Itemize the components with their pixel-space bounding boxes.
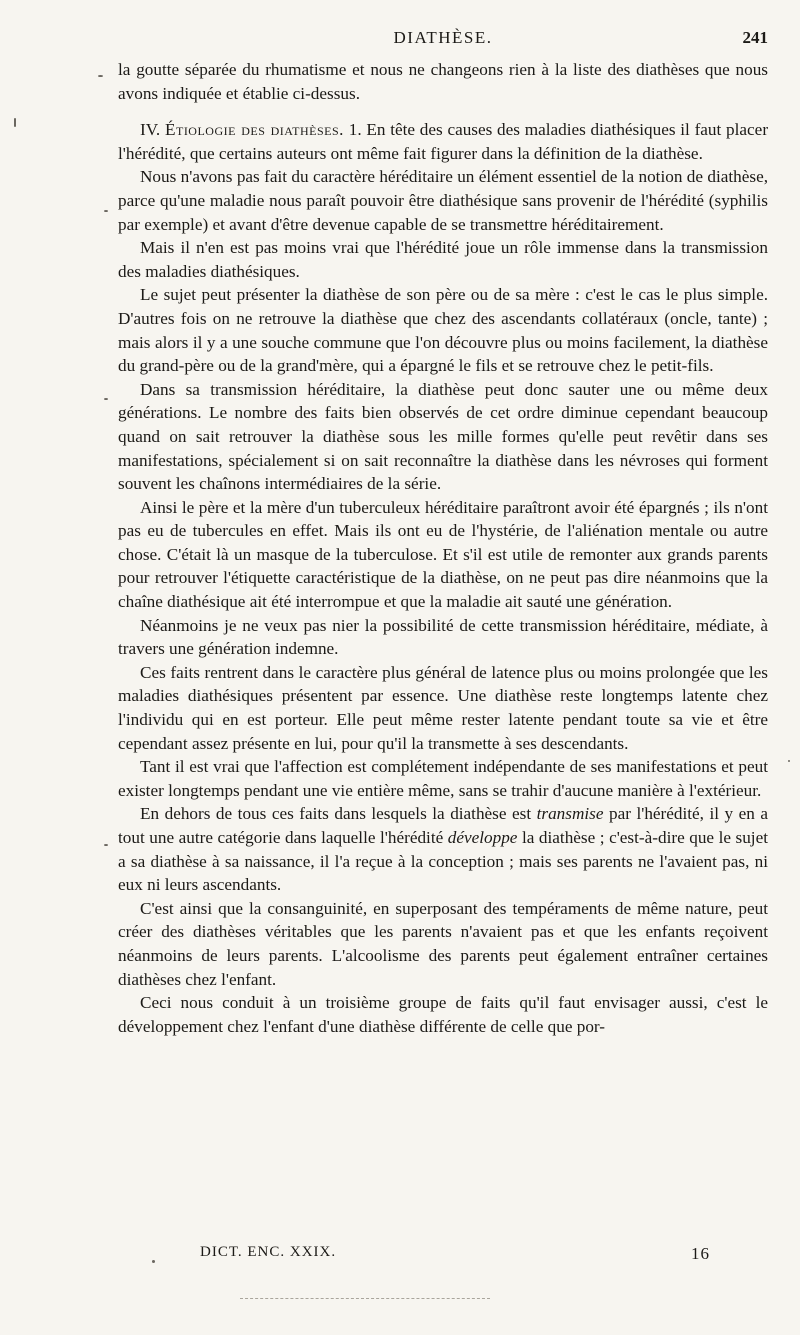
paragraph: Le sujet peut présenter la diathèse de son père ou de sa mère : c'est le cas le plus simple. D'autres fois on ne retrouve la diathèse que chez des ascendants collatéraux (oncle, tante) ; mais alors il y a une souche commune que l'on découvre plus ou moins facilement, la diathèse du grand-père ou de la grand'mère, qui a épargné le fils et se retrouve chez le petit-fils.: [118, 285, 768, 376]
section-paragraph: [118, 118, 768, 165]
signature-mark: DICT. ENC. XXIX.: [200, 1244, 337, 1260]
paragraph: Ces faits rentrent dans le caractère plus général de latence plus ou moins prolongée que les maladies diathésiques présentent par essence. Une diathèse reste longtemps latente chez l'individu qui en est porteur. Elle peut même rester latente pendant toute sa vie et être cependant assez présente en lui, pour qu'il la transmette à ses descendants.: [118, 662, 768, 753]
paragraph: Néanmoins je ne veux pas nier la possibilité de cette transmission héréditaire, médiate, à travers une génération indemne.: [118, 615, 768, 659]
body-text: [118, 58, 768, 1038]
text-run: la diathèse ; c'est-à-dire que le sujet a sa diathèse à sa naissance, il l'a reçue à la conception ; mais ses parents ne l'avaient pas, ni eux ni leurs ascendants.: [118, 828, 768, 895]
emphasis-transmise: transmise: [536, 804, 604, 824]
paragraph-final: Ceci nous conduit à un troisième groupe de faits qu'il faut envisager aussi, c'est le développement chez l'enfant d'une diathèse différente de celle que por-: [118, 993, 768, 1036]
scan-dash: [240, 1298, 490, 1300]
scan-speck: [98, 75, 103, 77]
page-number: 241: [742, 28, 768, 47]
paragraph: C'est ainsi que la consanguinité, en superposant des tempéraments de même nature, peut créer des diathèses véritables que les parents n'avaient pas et que les enfants reçoivent néanmoins de leurs parents. L'alcoolisme des parents peut également entraîner certaines diathèses chez l'enfant.: [118, 898, 768, 989]
scan-speck: [788, 760, 790, 762]
emphasis-developpe: développe: [447, 828, 518, 847]
scan-speck: [104, 844, 108, 846]
scan-speck: [104, 398, 108, 400]
running-title: DIATHÈSE.: [393, 28, 493, 47]
section-paragraph-text: En tête des causes des maladies diathésiques il faut placer l'hérédité, que certains auteurs ont même fait figurer dans la définition de la diathèse.: [118, 120, 769, 163]
paragraph: Tant il est vrai que l'affection est complétement indépendante de ses manifestations et peut exister longtemps pendant une vie entière même, sans se trahir d'aucune manière à l'extérieur.: [118, 757, 768, 800]
section-numeral: IV.: [140, 120, 161, 140]
scan-speck: [14, 118, 16, 127]
paragraph: Dans sa transmission héréditaire, la diathèse peut donc sauter une ou même deux générations. Le nombre des faits bien observés de cet ordre diminue cependant beaucoup quand on sait retrouver la diathèse sous les mille formes qu'elle peut revêtir dans ses manifestations, spécialement si on sait reconnaître la diathèse dans les névroses qui forment souvent les chaînons intermédiaires de la série.: [118, 379, 768, 494]
running-header: [118, 28, 768, 52]
paragraph-continuation: la goutte séparée du rhumatisme et nous ne changeons rien à la liste des diathèses que nous avons indiquée et établie ci-dessus.: [118, 60, 768, 103]
sheet-number: 16: [691, 1244, 710, 1263]
paragraph: Mais il n'en est pas moins vrai que l'hérédité joue un rôle immense dans la transmission des maladies diathésiques.: [118, 238, 768, 281]
text-run: En dehors de tous ces faits dans lesquels la diathèse est: [140, 804, 537, 824]
item-number: 1.: [348, 120, 362, 140]
paragraph: Nous n'avons pas fait du caractère héréditaire un élément essentiel de la notion de diathèse, parce qu'une maladie nous paraît pouvoir être diathésique sans provenir de l'hérédité (syphilis par exemple) et avant d'être devenue capable de se transmettre héréditairement.: [118, 167, 768, 234]
paragraph: Ainsi le père et la mère d'un tuberculeux héréditaire paraîtront avoir été épargnés ; ils n'ont pas eu de tubercules en effet. Mais ils ont eu de l'hystérie, de l'aliénation mentale ou autre chose. C'était là un masque de la tuberculose. Et s'il est utile de remonter aux grands parents pour retrouver l'étiquette caractéristique de la diathèse, on ne peut pas dire néanmoins que la chaîne diathésique ait été interrompue et que la maladie ait sauté une génération.: [118, 497, 768, 612]
scan-speck: [152, 1260, 155, 1263]
section-heading: Étiologie des diathèses.: [164, 120, 344, 140]
paragraph-transmise: [118, 802, 768, 896]
scan-speck: [104, 210, 108, 212]
page-footer: [200, 1244, 710, 1266]
text-run: par l'hérédité, il y en a tout une autre catégorie dans laquelle l'hérédité: [118, 804, 768, 847]
